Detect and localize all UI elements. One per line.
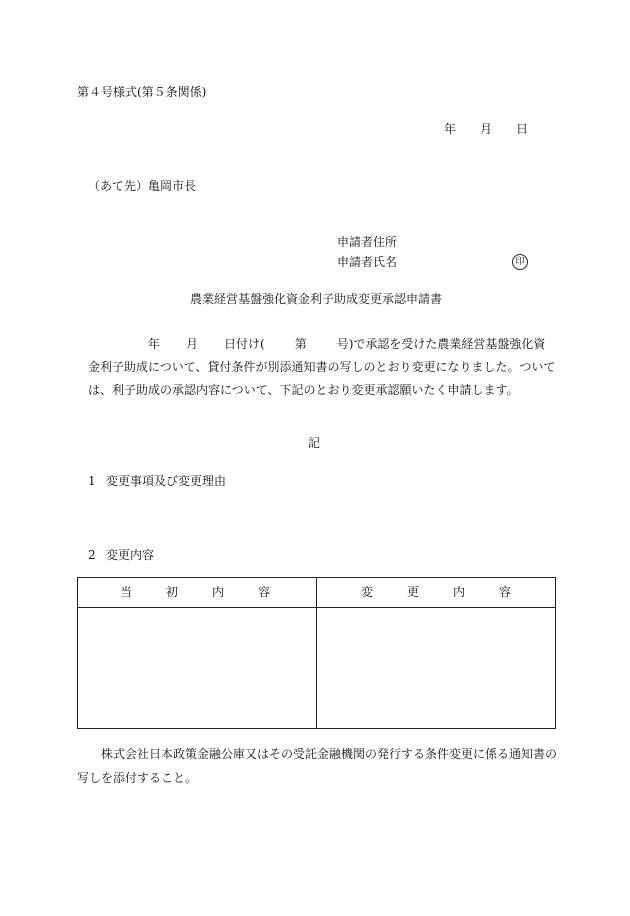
- original-header-char: 初: [166, 585, 179, 599]
- date-month-label: 月: [480, 122, 493, 136]
- footnote-line-2: 写しを添付すること。: [77, 771, 198, 785]
- body-month: 月: [186, 337, 199, 351]
- seal-mark: 印: [512, 254, 528, 270]
- applicant-address-label: 申請者住所: [337, 235, 398, 249]
- section-1-number: 1: [88, 474, 96, 488]
- changed-header-char: 更: [407, 585, 420, 599]
- body-line-1-rest: 号)で承認を受けた農業経営基盤強化資: [336, 337, 546, 351]
- section-1-label: 変更事項及び変更理由: [106, 474, 227, 488]
- original-header-char: 当: [120, 585, 133, 599]
- section-2: [88, 548, 154, 562]
- section-2-number: 2: [88, 548, 96, 562]
- section-1: [88, 474, 226, 488]
- body-dated: 日付け(: [224, 337, 265, 351]
- document-title: 農業経営基盤強化資金利子助成変更承認申請書: [190, 292, 443, 306]
- table-column-divider: [316, 578, 317, 728]
- form-number: 第４号様式(第５条関係): [77, 85, 207, 99]
- changed-header-char: 変: [361, 585, 374, 599]
- original-header-char: 内: [212, 585, 225, 599]
- original-header-char: 容: [258, 585, 271, 599]
- date-line: [444, 122, 528, 136]
- change-table: [77, 577, 556, 729]
- body-year: 年: [148, 337, 161, 351]
- body-line-2: 金利子助成について、貸付条件が別添通知書の写しのとおり変更になりました。ついて: [88, 360, 556, 374]
- footnote-line-1: 株式会社日本政策金融公庫又はその受託金融機関の発行する条件変更に係る通知書の: [101, 747, 558, 761]
- changed-content-header: [361, 585, 511, 599]
- body-paragraph: [88, 333, 556, 402]
- body-line-1: [88, 333, 546, 356]
- date-year-label: 年: [444, 122, 457, 136]
- body-number-prefix: 第: [294, 337, 307, 351]
- section-2-label: 変更内容: [106, 548, 155, 562]
- date-day-label: 日: [516, 122, 529, 136]
- changed-header-char: 容: [499, 585, 512, 599]
- applicant-name-label: 申請者氏名: [337, 255, 398, 269]
- changed-header-char: 内: [453, 585, 466, 599]
- addressee: （あて先）亀岡市長: [88, 179, 197, 193]
- body-line-3: は、利子助成の承認内容について、下記のとおり変更承認願いたく申請します。: [88, 383, 519, 397]
- original-content-header: [120, 585, 270, 599]
- ki-heading: 記: [308, 436, 321, 450]
- footnote: [77, 742, 558, 790]
